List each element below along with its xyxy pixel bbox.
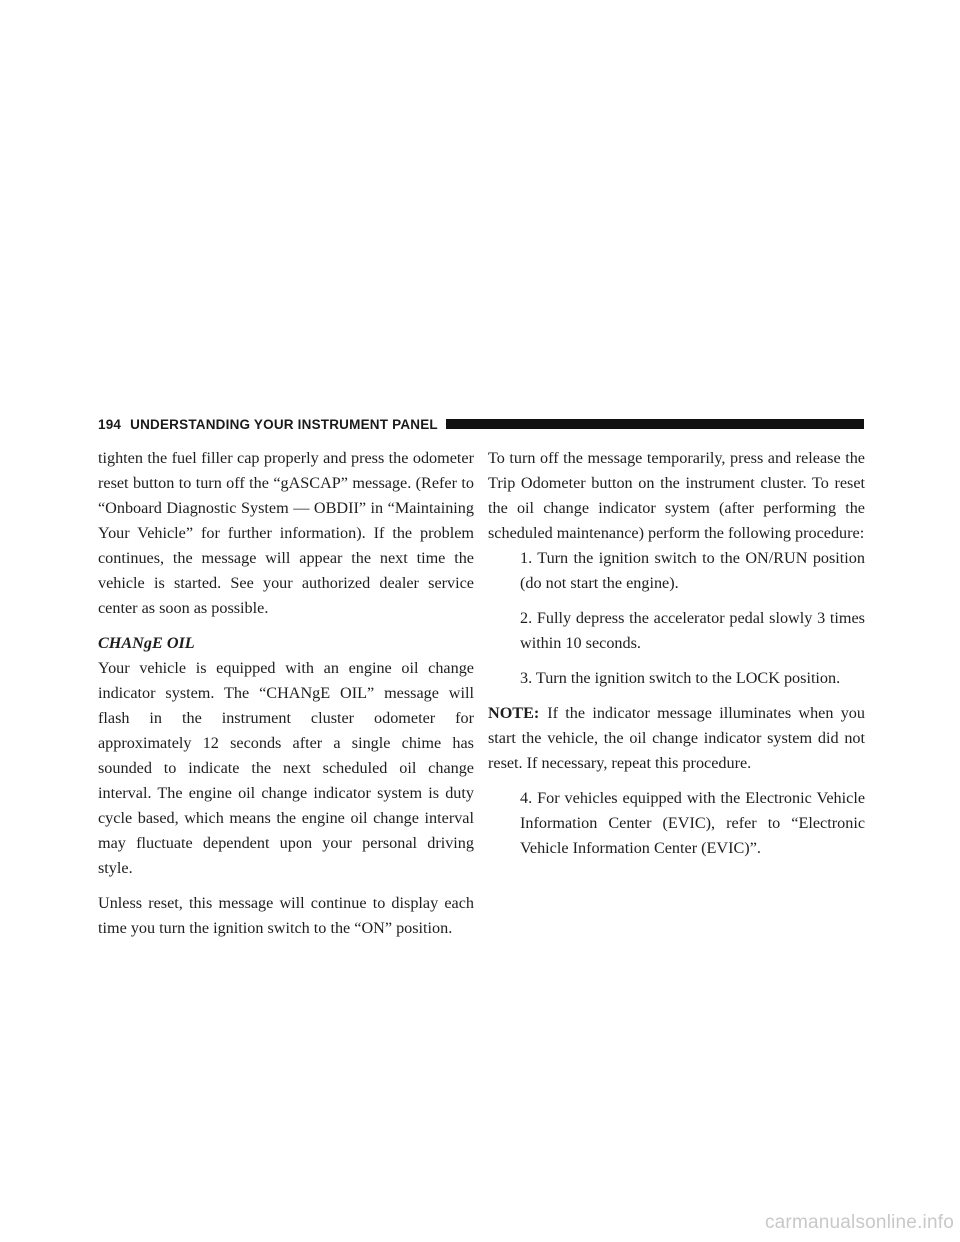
paragraph-turn-off-message: To turn off the message temporarily, press and release the Trip Odometer button on the instrument cluster. To reset the oil change indicator system (after performing the scheduled maintenance) perform the following procedure: xyxy=(488,449,865,542)
paragraph-oil-indicator: Your vehicle is equipped with an engine oil change indicator system. The “CHANgE OIL” message will flash in the instrument cluster odometer for approximately 12 seconds after a single chime has sounded to indicate the next scheduled oil change interval. The engine oil change indicator system is duty cycle based, which means the engine oil change interval may fluctuate dependent upon your personal driving style. xyxy=(98,659,474,877)
step-3: 3. Turn the ignition switch to the LOCK position. xyxy=(520,669,841,687)
paragraph-fuel-cap: tighten the fuel filler cap properly and press the odometer reset button to turn off the “gASCAP” message. (Refer to “Onboard Diagnostic System — OBDII” in “Maintaining Your Vehicle” for further information). If the problem continues, the message will appear the next time the vehicle is started. See your authorized dealer service center as soon as possible. xyxy=(98,449,474,617)
note-paragraph xyxy=(488,701,865,776)
note-label: NOTE: xyxy=(488,704,540,722)
note-text: If the indicator message illuminates when you start the vehicle, the oil change indicator system did not reset. If necessary, repeat this procedure. xyxy=(488,704,865,772)
right-column xyxy=(488,446,865,871)
header-rule xyxy=(446,419,864,429)
section-title: UNDERSTANDING YOUR INSTRUMENT PANEL xyxy=(130,416,438,432)
step-4: 4. For vehicles equipped with the Electronic Vehicle Information Center (EVIC), refer to “Electronic Vehicle Information Center (EVIC)”. xyxy=(520,789,865,857)
subheading-change-oil: CHANgE OIL xyxy=(98,634,195,652)
paragraph-unless-reset: Unless reset, this message will continue to display each time you turn the ignition switch to the “ON” position. xyxy=(98,894,474,937)
step-2: 2. Fully depress the accelerator pedal slowly 3 times within 10 seconds. xyxy=(520,609,865,652)
step-1: 1. Turn the ignition switch to the ON/RUN position (do not start the engine). xyxy=(520,549,865,592)
watermark: carmanualsonline.info xyxy=(764,1212,954,1233)
page-number: 194 xyxy=(98,416,122,432)
left-column xyxy=(98,446,474,941)
page-header xyxy=(98,414,864,434)
